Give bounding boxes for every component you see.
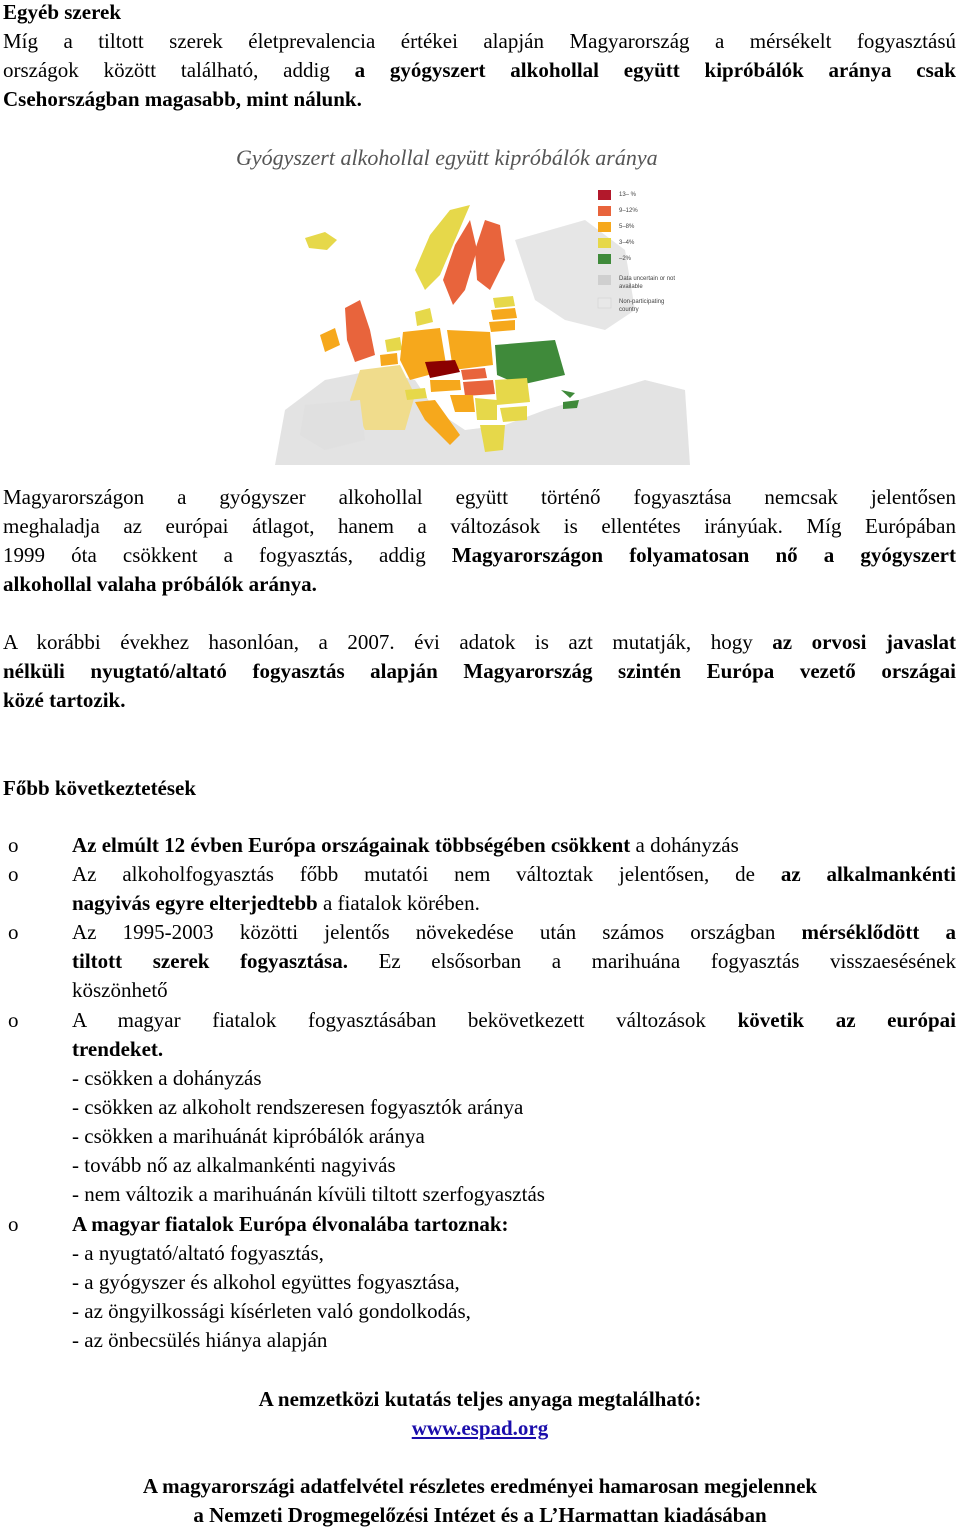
bullet-marker: o	[8, 1008, 19, 1032]
legend-swatch	[598, 190, 611, 200]
country-austria	[430, 380, 461, 392]
country-latvia	[491, 308, 517, 320]
legend-label: 5–8%	[619, 224, 635, 230]
section-heading-other-substances: Egyéb szerek	[3, 0, 122, 24]
final-note-line: a Nemzeti Drogmegelőzési Intézet és a L’Harmattan kiadásában	[193, 1503, 767, 1527]
paragraph-line-bold: nélküli nyugtató/altató fogyasztás alapján Magyarország szintén Európa vezető országai	[3, 659, 956, 683]
country-hungary	[463, 380, 495, 396]
espad-link[interactable]: www.espad.org	[411, 1416, 549, 1440]
sub-item: - csökken a marihuánát kipróbálók aránya	[72, 1124, 425, 1148]
bullet-text: A magyar fiatalok fogyasztásában bekövetkezett változások követik az európai	[72, 1008, 956, 1032]
country-lithuania	[489, 320, 515, 332]
country-estonia	[493, 296, 515, 308]
bullet-marker: o	[8, 833, 19, 857]
country-cyprus	[563, 400, 579, 409]
espad-link-row	[0, 1414, 960, 1443]
legend-label: 3–4%	[619, 240, 635, 246]
legend-swatch	[598, 298, 611, 308]
paragraph-line-bold: közé tartozik.	[3, 688, 126, 712]
bullet-text: Az alkoholfogyasztás főbb mutatói nem változtak jelentősen, de az alkalmankénti	[72, 862, 956, 886]
sub-item: - az öngyilkossági kísérleten való gondolkodás,	[72, 1299, 471, 1323]
legend-label: Data uncertain or not available	[619, 276, 676, 290]
country-croatia	[450, 395, 475, 412]
paragraph-line: országok között található, addig a gyógyszert alkohollal együtt kipróbálók aránya csak	[3, 58, 956, 82]
country-switzerland	[405, 388, 427, 400]
country-cyprus-east	[561, 390, 575, 398]
sub-item: - a nyugtató/altató fogyasztás,	[72, 1241, 324, 1265]
country-iceland	[305, 232, 337, 250]
country-bulgaria	[500, 406, 527, 422]
section-heading-conclusions: Főbb következtetések	[3, 776, 197, 800]
bullet-text: köszönhető	[72, 978, 168, 1002]
sub-item: - az önbecsülés hiánya alapján	[72, 1328, 328, 1352]
final-note-line: A magyarországi adatfelvétel részletes eredményei hamarosan megjelennek	[142, 1474, 818, 1498]
legend-label: –2%	[619, 256, 632, 262]
bullet-text: trendeket.	[72, 1037, 164, 1061]
bullet-marker: o	[8, 862, 19, 886]
country-ireland	[320, 328, 340, 352]
paragraph-line: Míg a tiltott szerek életprevalencia értékei alapján Magyarország a mérsékelt fogyasztású	[3, 29, 956, 53]
legend-label: 13– %	[619, 192, 637, 198]
sub-item: - a gyógyszer és alkohol együttes fogyasztása,	[72, 1270, 460, 1294]
paragraph-line: A korábbi évekhez hasonlóan, a 2007. évi adatok is azt mutatják, hogy az orvosi javaslat	[3, 630, 956, 654]
bullet-text: tiltott szerek fogyasztása. Ez elsősorban a marihuána fogyasztás visszaesésének	[72, 949, 956, 973]
bullet-marker: o	[8, 1212, 19, 1236]
bullet-text: nagyivás egyre elterjedtebb a fiatalok körében.	[72, 891, 480, 915]
bullet-text: Az elmúlt 12 évben Európa országainak többségében csökkent a dohányzás	[72, 833, 739, 857]
russia-region	[515, 220, 635, 330]
research-label: A nemzetközi kutatás teljes anyaga megtalálható:	[258, 1387, 702, 1411]
country-denmark	[415, 308, 433, 326]
country-romania	[495, 378, 530, 405]
country-slovakia	[461, 368, 487, 380]
bullet-text: Az 1995-2003 közötti jelentős növekedése után számos országban mérséklődött a	[72, 920, 956, 944]
legend-swatch	[598, 254, 611, 264]
sub-item: - nem változik a marihuánán kívüli tiltott szerfogyasztás	[72, 1182, 545, 1206]
sub-item: - csökken az alkoholt rendszeresen fogyasztók aránya	[72, 1095, 524, 1119]
legend-swatch	[598, 238, 611, 248]
legend-swatch	[598, 275, 611, 285]
country-czech-republic	[425, 360, 460, 378]
paragraph-line-bold: Csehországban magasabb, mint nálunk.	[3, 87, 362, 111]
paragraph-line-bold: alkohollal valaha próbálók aránya.	[3, 572, 317, 596]
country-belgium	[380, 353, 398, 366]
bullet-marker: o	[8, 920, 19, 944]
bullet-text: A magyar fiatalok Európa élvonalába tartoznak:	[72, 1212, 509, 1236]
country-netherlands	[385, 337, 402, 352]
paragraph-line: meghaladja az európai átlagot, hanem a változások is ellentétes irányúak. Míg Európában	[3, 514, 956, 538]
legend-swatch	[598, 206, 611, 216]
legend-label: 9–12%	[619, 208, 638, 214]
paragraph-line: Magyarországon a gyógyszer alkohollal együtt történő fogyasztása nemcsak jelentősen	[3, 485, 956, 509]
sub-item: - csökken a dohányzás	[72, 1066, 262, 1090]
country-uk	[345, 300, 375, 362]
country-ukraine	[495, 340, 565, 385]
paragraph-line: 1999 óta csökkent a fogyasztás, addig Magyarországon folyamatosan nő a gyógyszert	[3, 543, 956, 567]
map-title: Gyógyszert alkohollal együtt kipróbálók aránya	[236, 145, 658, 170]
legend-swatch	[598, 222, 611, 232]
sub-item: - tovább nő az alkalmankénti nagyivás	[72, 1153, 396, 1177]
legend-label: Non-participating country	[619, 299, 665, 313]
country-finland	[475, 220, 505, 290]
country-serbia-region	[475, 398, 497, 420]
